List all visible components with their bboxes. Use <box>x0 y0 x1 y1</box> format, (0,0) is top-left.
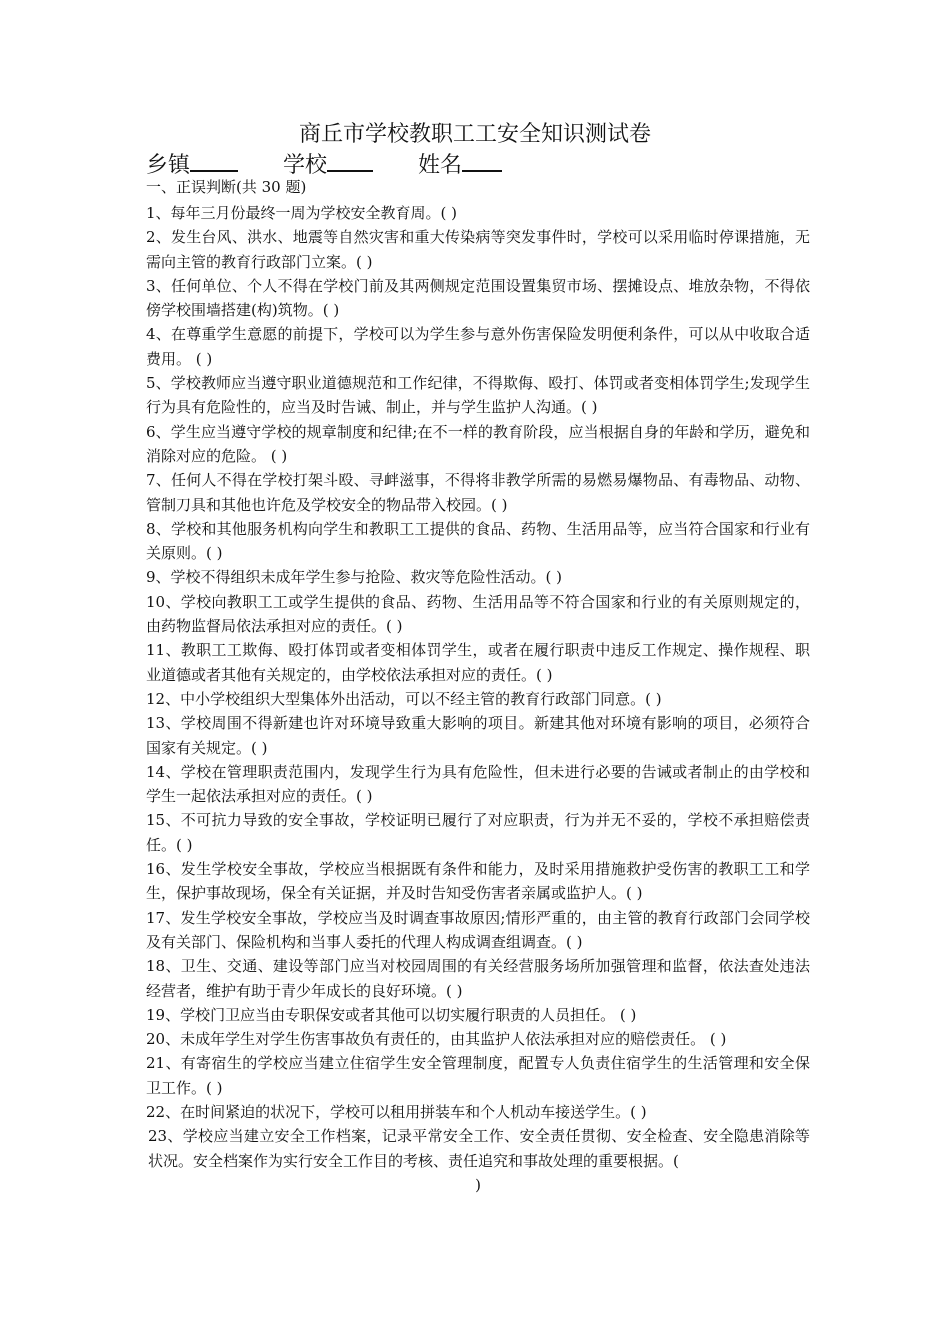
question-item: 14、学校在管理职责范围内，发现学生行为具有危险性，但未进行必要的告诫或者制止的由学校和学生一起依法承担对应的责任。( ) <box>146 762 810 806</box>
question-item: 11、教职工工欺侮、殴打体罚或者变相体罚学生，或者在履行职责中违反工作规定、操作规程、职业道德或者其他有关规定的，由学校依法承担对应的责任。( ) <box>146 641 810 684</box>
question-item: 7、任何人不得在学校打架斗殴、寻衅滋事，不得将非教学所需的易燃易爆物品、有毒物品、动物、管制刀具和其他也许危及学校安全的物品带入校园。( ) <box>146 471 810 514</box>
question-item: 12、中小学校组织大型集体外出活动，可以不经主管的教育行政部门同意。( ) <box>146 689 662 708</box>
name-label: 姓名 <box>418 153 463 178</box>
question-item: 21、有寄宿生的学校应当建立住宿学生安全管理制度，配置专人负责住宿学生的生活管理和安全保卫工作。( ) <box>146 1054 810 1097</box>
question-list <box>146 201 810 1197</box>
township-field <box>146 150 238 179</box>
question-item: 20、未成年学生对学生伤害事故负有责任的，由其监护人依法承担对应的赔偿责任。 ( ) <box>146 1030 727 1049</box>
question-item: 10、学校向教职工工或学生提供的食品、药物、生活用品等不符合国家和行业的有关原则规定的，由药物监督局依法承担对应的责任。( ) <box>146 592 810 636</box>
question-item: 19、学校门卫应当由专职保安或者其他可以切实履行职责的人员担任。 ( ) <box>146 1005 637 1024</box>
name-field <box>418 150 502 179</box>
school-field <box>283 150 373 179</box>
question-close-paren: ) <box>475 1175 481 1194</box>
township-label: 乡镇 <box>146 153 191 178</box>
question-item: 16、发生学校安全事故，学校应当根据既有条件和能力，及时采用措施救护受伤害的教职工工和学生，保护事故现场，保全有关证据，并及时告知受伤害者亲属或监护人。( ) <box>146 860 810 903</box>
question-item: 3、任何单位、个人不得在学校门前及其两侧规定范围设置集贸市场、摆摊设点、堆放杂物，不得依傍学校围墙搭建(构)筑物。( ) <box>146 276 810 320</box>
page-title: 商丘市学校教职工工安全知识测试卷 <box>298 122 651 147</box>
question-item: 18、卫生、交通、建设等部门应当对校园周围的有关经营服务场所加强管理和监督，依法查处违法经营者，维护有助于青少年成长的良好环境。( ) <box>146 957 810 1000</box>
question-item: 17、发生学校安全事故，学校应当及时调查事故原因;情形严重的，由主管的教育行政部门会同学校及有关部门、保险机构和当事人委托的代理人构成调查组调查。( ) <box>146 908 810 951</box>
name-blank[interactable] <box>462 150 502 172</box>
question-item: 1、每年三月份最终一周为学校安全教育周。( ) <box>146 204 458 222</box>
question-item: 4、在尊重学生意愿的前提下，学校可以为学生参与意外伤害保险发明便利条件，可以从中收取合适费用。 ( ) <box>146 325 810 368</box>
question-item: 8、学校和其他服务机构向学生和教职工工提供的食品、药物、生活用品等，应当符合国家和行业有关原则。( ) <box>146 519 810 563</box>
question-item: 15、不可抗力导致的安全事故，学校证明已履行了对应职责，行为并无不妥的，学校不承担赔偿责任。( ) <box>146 811 810 854</box>
question-item: 9、学校不得组织未成年学生参与抢险、救灾等危险性活动。( ) <box>146 568 563 587</box>
section-heading: 一、正误判断(共 30 题) <box>146 178 307 196</box>
question-item: 5、学校教师应当遵守职业道德规范和工作纪律，不得欺侮、殴打、体罚或者变相体罚学生;发现学生行为具有危险性的，应当及时告诫、制止，并与学生监护人沟通。( ) <box>146 374 810 417</box>
school-blank[interactable] <box>327 150 373 172</box>
question-item: 13、学校周围不得新建也许对环境导致重大影响的项目。新建其他对环境有影响的项目，必须符合国家有关规定。( ) <box>146 714 810 757</box>
question-item: 6、学生应当遵守学校的规章制度和纪律;在不一样的教育阶段，应当根据自身的年龄和学历，避免和消除对应的危险。 ( ) <box>146 422 810 465</box>
question-item: 22、在时间紧迫的状况下，学校可以租用拼装车和个人机动车接送学生。( ) <box>146 1102 647 1121</box>
township-blank[interactable] <box>190 150 238 172</box>
student-info-row <box>146 150 540 179</box>
question-item-last: 23、学校应当建立安全工作档案，记录平常安全工作、安全责任贯彻、安全检查、安全隐患消除等状况。安全档案作为实行安全工作目的考核、责任追究和事故处理的重要根据。( <box>148 1127 810 1170</box>
school-label: 学校 <box>283 153 328 178</box>
question-item: 2、发生台风、洪水、地震等自然灾害和重大传染病等突发事件时，学校可以采用临时停课措施，无需向主管的教育行政部门立案。( ) <box>146 228 810 271</box>
